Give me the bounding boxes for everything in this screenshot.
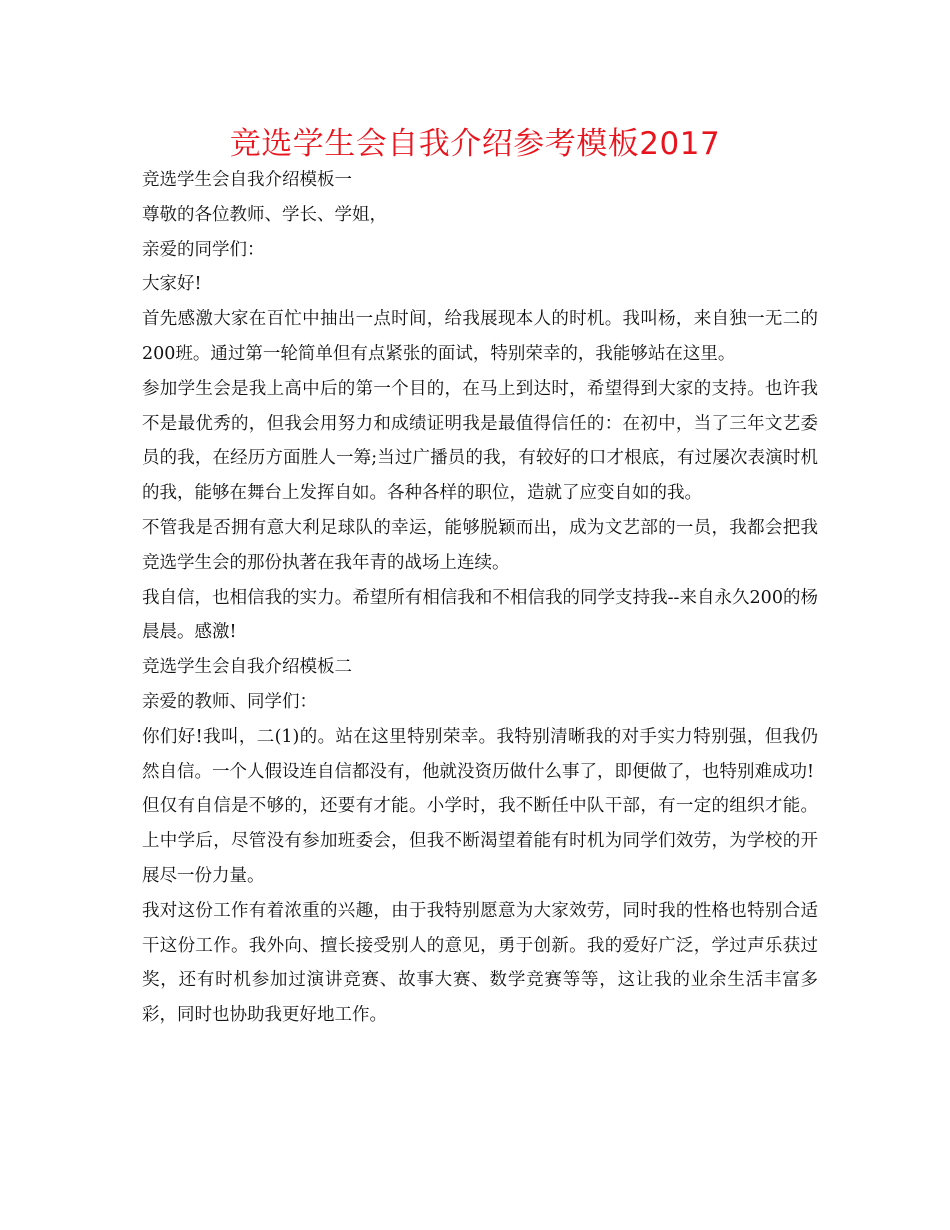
paragraph-goal: 参加学生会是我上高中后的第一个目的，在马上到达时，希望得到大家的支持。也许我不是最优秀的，但我会用努力和成绩证明我是最值得信任的：在初中，当了三年文艺委员的我，在经历方面胜人一筹;当过广播员的我，有较好的口才根底，有过屡次表演时机的我，能够在舞台上发挥自如。各种各样的职位，造就了应变自如的我。 bbox=[142, 378, 818, 504]
paragraph-ability: 但仅有自信是不够的，还要有才能。小学时，我不断任中队干部，有一定的组织才能。上中学后，尽管没有参加班委会，但我不断渴望着能有时机为同学们效劳，为学校的开展尽一份力量。 bbox=[142, 796, 818, 886]
salutation-teachers: 尊敬的各位教师、学长、学姐， bbox=[142, 204, 387, 225]
section-heading-template-one: 竞选学生会自我介绍模板一 bbox=[142, 170, 352, 190]
document-title: 竞选学生会自我介绍参考模板2017 bbox=[229, 126, 721, 162]
section-heading-template-two: 竞选学生会自我介绍模板二 bbox=[142, 657, 352, 678]
paragraph-commitment: 不管我是否拥有意大利足球队的幸运，能够脱颖而出，成为文艺部的一员，我都会把我竞选学生会的那份执著在我年青的战场上连续。 bbox=[142, 517, 818, 573]
paragraph-confidence: 你们好!我叫，二(1)的。站在这里特别荣幸。我特别清晰我的对手实力特别强，但我仍然自信。一个人假设连自信都没有，他就没资历做什么事了，即便做了，也特别难成功! bbox=[142, 726, 818, 782]
document-body bbox=[142, 163, 818, 1033]
greeting: 大家好! bbox=[142, 274, 202, 295]
paragraph-interest: 我对这份工作有着浓重的兴趣，由于我特别愿意为大家效劳，同时我的性格也特别合适干这份工作。我外向、擅长接受别人的意见，勇于创新。我的爱好广泛，学过声乐获过奖，还有时机参加过演讲竞赛、故事大赛、数学竞赛等等，这让我的业余生活丰富多彩，同时也协助我更好地工作。 bbox=[142, 900, 818, 1026]
salutation-classmates: 亲爱的同学们： bbox=[142, 239, 265, 260]
salutation-two: 亲爱的教师、同学们： bbox=[142, 691, 317, 712]
paragraph-closing: 我自信，也相信我的实力。希望所有相信我和不相信我的同学支持我--来自永久200的杨晨晨。感激! bbox=[142, 587, 818, 643]
paragraph-intro: 首先感激大家在百忙中抽出一点时间，给我展现本人的时机。我叫杨，来自独一无二的200班。通过第一轮简单但有点紧张的面试，特别荣幸的，我能够站在这里。 bbox=[142, 309, 818, 364]
